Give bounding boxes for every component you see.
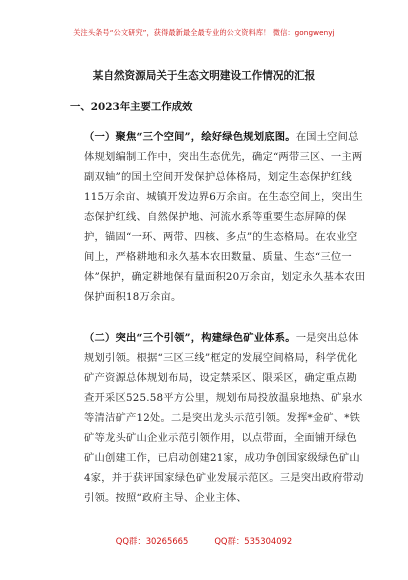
promo-banner: 关注头条号“公文研究”，获得最新最全最专业的公文资料库！ 微信：gongwenyj	[73, 28, 335, 37]
qq-group-2: QQ群：535304092	[214, 536, 293, 546]
paragraph-1	[84, 127, 366, 307]
paragraph-2-lead: （二）突出“三个引领”，构建绿色矿业体系。	[84, 332, 296, 344]
paragraph-2-body: 一是突出总体规划引领。根据“三区三线”框定的发展空间格局，科学优化矿产资源总体规划布局，设定禁采区、限采区，确定重点勘查开采区525.58平方公里，规划布局投放温泉地热、矿泉水等清洁矿产12处。二是突出龙头示范引领。发挥*金矿、*铁矿等龙头矿山企业示范引领作用，以点带面，全面铺开绿色矿山创建工作，已启动创建21家，成功争创国家级绿色矿山4家，并于获评国家绿色矿业发展示范区。三是突出政府带动引领。按照“政府主导、企业主体、	[84, 332, 364, 504]
paragraph-2	[84, 328, 366, 508]
document-title: 某自然资源局关于生态文明建设工作情况的汇报	[92, 70, 316, 82]
paragraph-1-lead: （一）聚焦“三个空间”，绘好绿色规划底图。	[84, 131, 296, 143]
qq-group-1: QQ群：30265665	[115, 536, 189, 546]
section-heading: 一、2023年主要工作成效	[70, 101, 193, 113]
page-footer	[0, 535, 408, 547]
paragraph-1-body: 在国土空间总体规划编制工作中，突出生态优先，确定“两带三区、一主两副双轴”的国土空间开发保护总体格局，划定生态保护红线115万余亩、城镇开发边界6万余亩。在生态空间上，突出生态保护红线、自然保护地、河流水系等重要生态屏障的保护，锚固“一环、两带、四核、多点”的生态格局。在农业空间上，严格耕地和永久基本农田数量、质量、生态“三位一体”保护，确定耕地保有量面积20万余亩，划定永久基本农田保护面积18万余亩。	[84, 131, 366, 303]
